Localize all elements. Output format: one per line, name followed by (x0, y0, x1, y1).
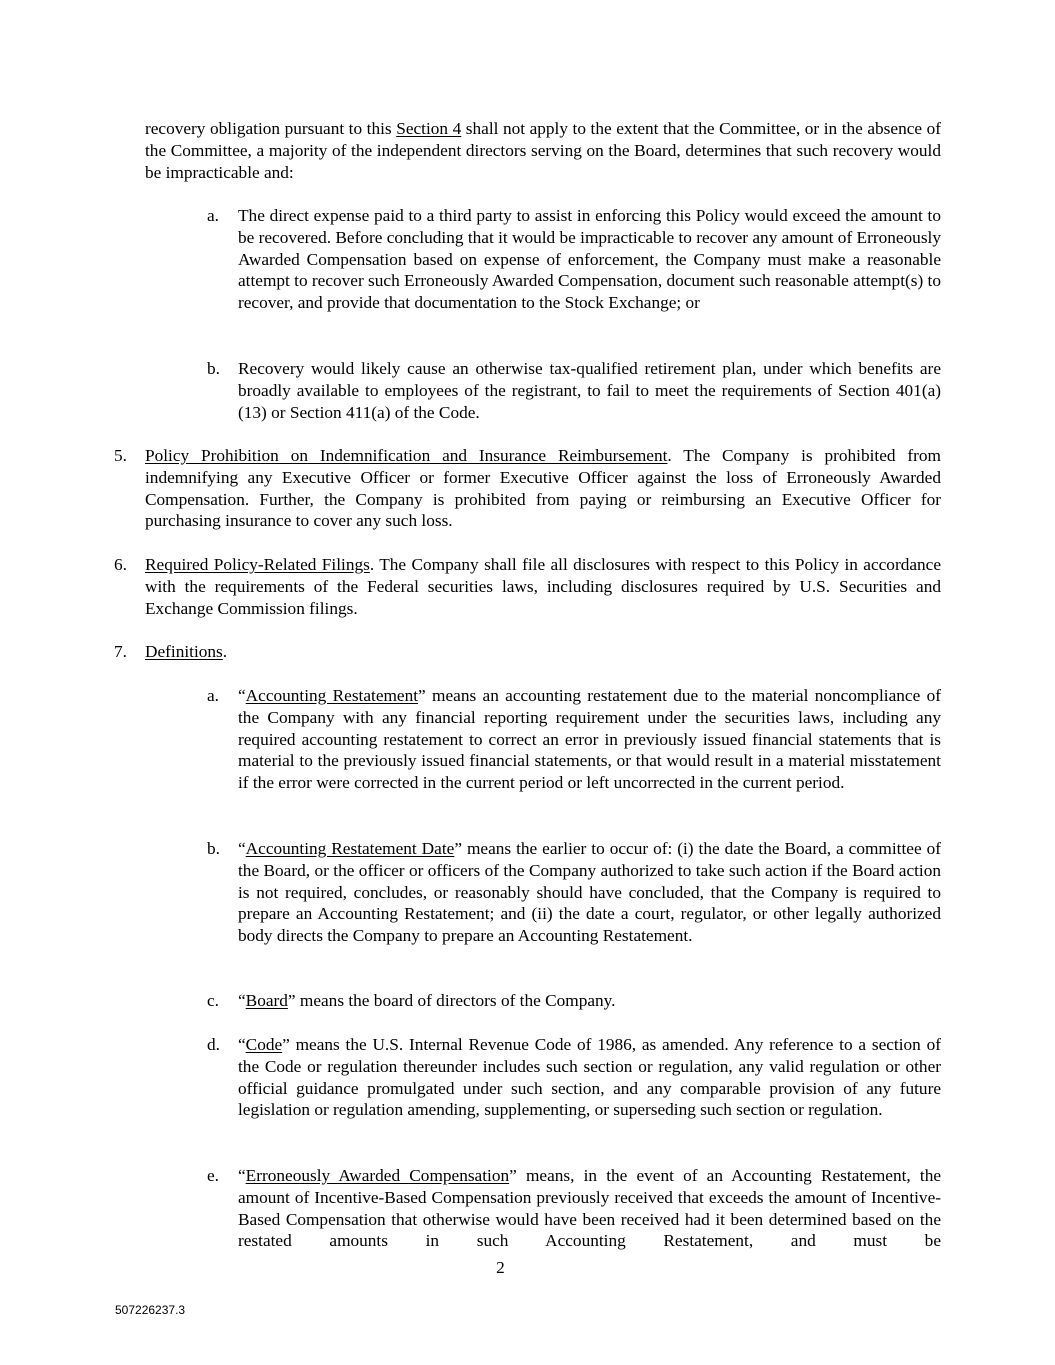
definition-a-text (238, 685, 941, 794)
section-7-text: . (222, 642, 228, 661)
sub-item-b-text: Recovery would likely cause an otherwise tax-qualified retirement plan, under which benefits are broadly available to employees of the registrant, to fail to meet the requirements of Section 401(a)(13) or Section 411(a) of the Code. (238, 359, 941, 422)
definition-e-text (238, 1165, 941, 1252)
section-5-text: . The Company is prohibited from indemnifying any Executive Officer or former Executive Officer against the loss of Erroneously Awarded Compensation. Further, the Company is prohibited from paying or reimbursing an Executive Officer for purchasing insurance to cover any such loss. (145, 446, 941, 531)
definition-a-open-quote: “ (238, 686, 246, 705)
definition-b-label: b. (207, 839, 220, 858)
intro-paragraph (145, 118, 941, 183)
definition-c-label: c. (207, 991, 219, 1010)
definition-c-text (238, 990, 941, 1012)
definition-e-term: Erroneously Awarded Compensation (245, 1166, 510, 1185)
definition-b-term: Accounting Restatement Date (245, 839, 455, 858)
definition-a-body: ” means an accounting restatement due to the material noncompliance of the Company with any financial reporting requirement under the securities laws, including any required accounting restatement to correct an error in previously issued financial statements that is material to the previously issued financial statements, or that would result in a material misstatement if the error were corrected in the current period or left uncorrected in the current period. (238, 686, 941, 793)
definition-d-text (238, 1034, 941, 1121)
definition-c-open-quote: “ (238, 991, 246, 1010)
definition-a-term: Accounting Restatement (245, 686, 419, 705)
definition-b-open-quote: “ (238, 839, 246, 858)
intro-text-end: shall not apply to the extent that the Committee, or in the absence of the Committee, a majority of the independent directors serving on the Board, determines that such recovery would be impracticable and: (145, 119, 942, 182)
definition-b-body: ” means the earlier to occur of: (i) the date the Board, a committee of the Board, or the officer or officers of the Company authorized to take such action if the Board action is not required, concludes, or reasonably should have concluded, that the Company is required to prepare an Accounting Restatement; and (ii) the date a court, regulator, or other legally authorized body directs the Company to prepare an Accounting Restatement. (238, 839, 941, 946)
section-5-number: 5. (114, 446, 127, 465)
definition-e-body: ” means, in the event of an Accounting Restatement, the amount of Incentive-Based Compensation previously received that exceeds the amount of Incentive-Based Compensation that otherwise would have been received had it been determined based on the restated amounts in such Accounting Restatement, and must be (238, 1166, 941, 1251)
definition-d-term: Code (245, 1035, 283, 1054)
section-5-heading: Policy Prohibition on Indemnification and Insurance Reimbursement (145, 446, 668, 465)
definition-d-label: d. (207, 1035, 220, 1054)
intro-text-start: recovery obligation pursuant to this (145, 119, 397, 138)
section-6-text: . The Company shall file all disclosures with respect to this Policy in accordance with the requirements of the Federal securities laws, including disclosures required by U.S. Securities and Exchange Commission filings. (145, 555, 941, 618)
definition-e-label: e. (207, 1166, 219, 1185)
section-7-paragraph (145, 641, 941, 663)
definition-e-open-quote: “ (238, 1166, 246, 1185)
definition-c-term: Board (245, 991, 288, 1010)
section-6-paragraph (145, 554, 941, 619)
definition-d-open-quote: “ (238, 1035, 246, 1054)
section-5-paragraph (145, 445, 941, 532)
definition-d-body: ” means the U.S. Internal Revenue Code of 1986, as amended. Any reference to a section of the Code or regulation thereunder includes such section or regulation, any valid regulation or other official guidance promulgated under such section, and any comparable provision of any future legislation or regulation amending, supplementing, or superseding such section or regulation. (238, 1035, 941, 1120)
sub-item-a-label: a. (207, 206, 219, 225)
sub-item-a-text: The direct expense paid to a third party to assist in enforcing this Policy would exceed the amount to be recovered. Before concluding that it would be impracticable to recover any amount of Erroneously Awarded Compensation based on expense of enforcement, the Company must make a reasonable attempt to recover such Erroneously Awarded Compensation, document such reasonable attempt(s) to recover, and provide that documentation to the Stock Exchange; or (238, 206, 941, 313)
definition-a-label: a. (207, 686, 219, 705)
definition-b-text (238, 838, 941, 947)
sub-item-b-label: b. (207, 359, 220, 378)
section-7-number: 7. (114, 642, 127, 661)
section-6-heading: Required Policy-Related Filings (145, 555, 370, 574)
section-7-heading: Definitions (145, 642, 223, 661)
section-4-reference: Section 4 (396, 119, 462, 138)
document-id: 507226237.3 (115, 1303, 186, 1317)
section-6-number: 6. (114, 555, 127, 574)
page-number: 2 (496, 1258, 505, 1277)
definition-c-body: ” means the board of directors of the Company. (287, 991, 616, 1010)
